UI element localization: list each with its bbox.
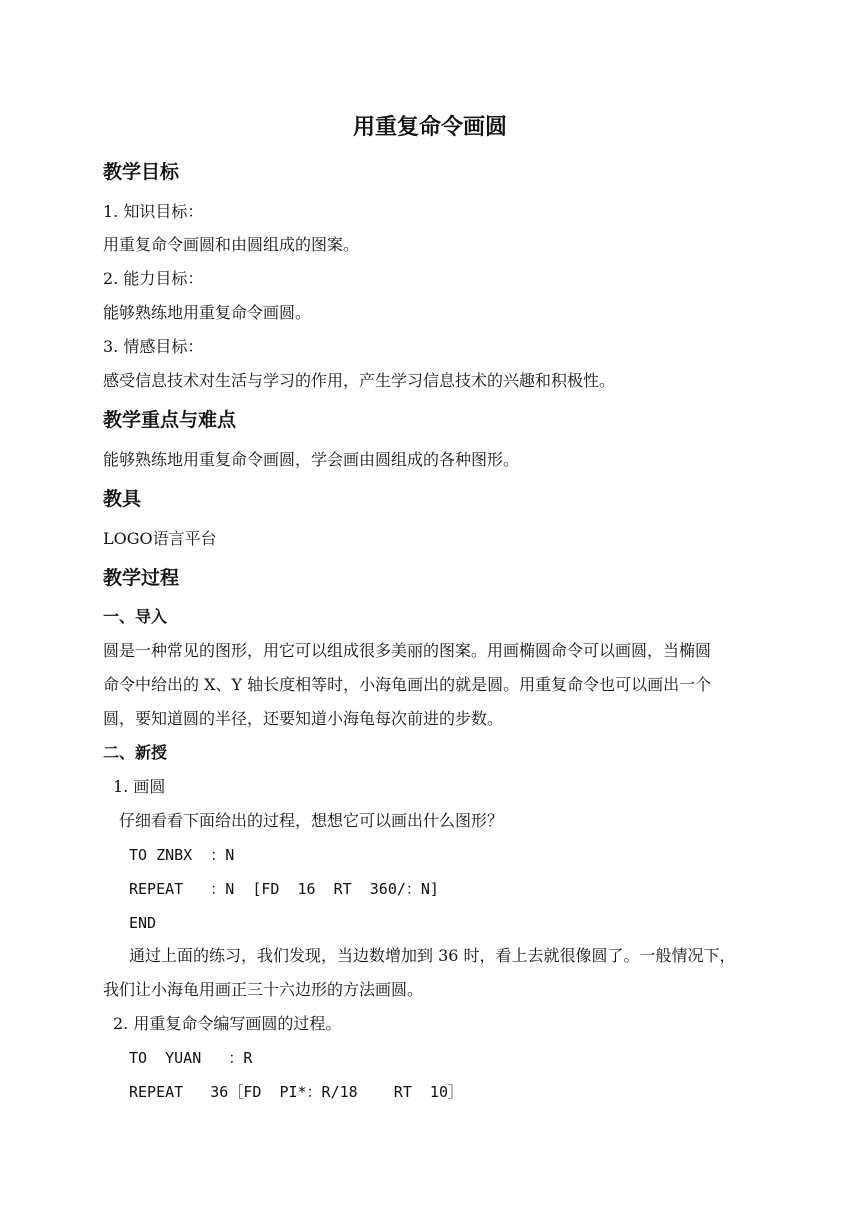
intro-line: 命令中给出的 X、Y 轴长度相等时，小海龟画出的就是圆。用重复命令也可以画出一个	[103, 675, 712, 694]
code-line: TO ZNBX ：N	[129, 846, 235, 864]
intro-line: 圆是一种常见的图形，用它可以组成很多美丽的图案。用画椭圆命令可以画圆，当椭圆	[103, 641, 712, 660]
objective-line: 3. 情感目标：	[103, 337, 204, 356]
heading-process: 教学过程	[103, 567, 180, 589]
heading-tools: 教具	[103, 488, 142, 510]
paragraph-line: 通过上面的练习，我们发现，当边数增加到 36 时，看上去就很像圆了。一般情况下，	[129, 946, 736, 965]
objective-line: 1. 知识目标：	[103, 202, 204, 221]
objective-line: 2. 能力目标：	[103, 269, 204, 288]
code-line: REPEAT 36［FD PI*：R/18 RT 10］	[129, 1083, 463, 1101]
subheading-draw-circle: 1. 画圆	[113, 777, 166, 796]
code-line: TO YUAN ：R	[129, 1049, 253, 1067]
code-line: REPEAT ：N [FD 16 RT 360/：N]	[129, 880, 439, 898]
heading-objectives: 教学目标	[103, 161, 180, 183]
subheading-write-procedure: 2. 用重复命令编写画圆的过程。	[113, 1014, 342, 1033]
document-title: 用重复命令画圆	[352, 115, 507, 140]
heading-key-points: 教学重点与难点	[103, 409, 237, 431]
objective-line: 用重复命令画圆和由圆组成的图案。	[103, 235, 360, 254]
paragraph-line: 我们让小海龟用画正三十六边形的方法画圆。	[103, 980, 424, 999]
heading-intro: 一、导入	[103, 607, 168, 626]
objective-line: 感受信息技术对生活与学习的作用，产生学习信息技术的兴趣和积极性。	[103, 371, 616, 390]
heading-new: 二、新授	[103, 743, 168, 762]
key-points-text: 能够熟练地用重复命令画圆，学会画由圆组成的各种图形。	[103, 450, 520, 469]
question-text: 仔细看看下面给出的过程，想想它可以画出什么图形？	[119, 811, 504, 830]
objective-line: 能够熟练地用重复命令画圆。	[103, 303, 312, 322]
code-line: END	[129, 914, 157, 932]
tools-text: LOGO语言平台	[103, 529, 217, 548]
intro-line: 圆，要知道圆的半径，还要知道小海龟每次前进的步数。	[103, 709, 504, 728]
